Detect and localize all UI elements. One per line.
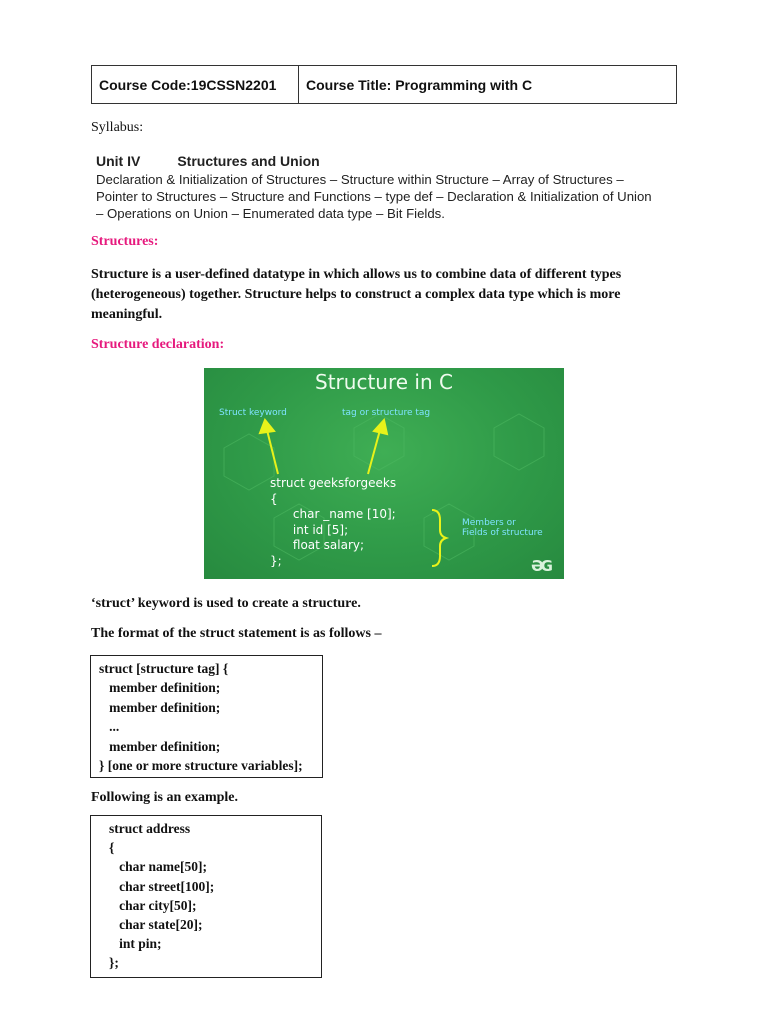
struct-keyword-arrowhead bbox=[260, 420, 274, 433]
unit-line: Pointer to Structures – Structure and Functions – type def – Declaration & Initialization of Union bbox=[96, 189, 652, 204]
code-line: char street[100]; bbox=[109, 878, 215, 894]
struct-keyword-label: Struct keyword bbox=[219, 408, 287, 418]
arrows bbox=[260, 420, 387, 474]
intro-paragraph bbox=[91, 265, 651, 325]
figure-title: Structure in C bbox=[315, 370, 453, 394]
gfg-logo: ƏG bbox=[530, 557, 550, 575]
structure-in-c-figure bbox=[204, 368, 564, 579]
members-label-line: Members or bbox=[462, 518, 516, 528]
struct-keyword-text: ‘struct’ keyword is used to create a structure. bbox=[91, 596, 361, 611]
code-line: int pin; bbox=[109, 936, 162, 952]
code-line: struct [structure tag] { bbox=[99, 661, 229, 676]
unit-description bbox=[96, 153, 686, 222]
course-title: Course Title: Programming with C bbox=[306, 76, 533, 93]
unit-title: Structures and Union bbox=[177, 153, 320, 169]
figure-code: struct geeksforgeeks { char _name [10]; int id [5]; float salary; }; bbox=[270, 476, 397, 568]
unit-line: Declaration & Initialization of Structures – Structure within Structure – Array of Structures – bbox=[96, 172, 624, 187]
intro-line: (heterogeneous) together. Structure helps to construct a complex data type which is more bbox=[91, 287, 621, 302]
declaration-heading: Structure declaration: bbox=[91, 337, 225, 352]
code-line: member definition; bbox=[99, 680, 221, 696]
tag-arrowhead bbox=[374, 420, 387, 434]
following-example-text: Following is an example. bbox=[91, 790, 239, 805]
members-label bbox=[462, 518, 543, 538]
syllabus-label: Syllabus: bbox=[91, 120, 144, 135]
intro-line: meaningful. bbox=[91, 307, 163, 322]
code-line: { bbox=[109, 840, 115, 856]
code-line: ... bbox=[99, 719, 120, 735]
course-header-table bbox=[91, 65, 677, 104]
code-line: char city[50]; bbox=[109, 897, 197, 913]
members-label-line: Fields of structure bbox=[462, 528, 543, 538]
format-code-box bbox=[90, 655, 323, 778]
code-line: char name[50]; bbox=[109, 859, 207, 875]
unit-heading bbox=[96, 153, 686, 170]
unit-line: – Operations on Union – Enumerated data type – Bit Fields. bbox=[96, 206, 445, 221]
code-line: } [one or more structure variables]; bbox=[99, 758, 303, 774]
course-code: Course Code:19CSSN2201 bbox=[92, 66, 299, 103]
intro-line: Structure is a user-defined datatype in which allows us to combine data of different types bbox=[91, 267, 622, 282]
code-line: member definition; bbox=[99, 738, 221, 754]
code-line: char state[20]; bbox=[109, 917, 203, 933]
struct-keyword-arrow bbox=[267, 430, 278, 474]
code-line: }; bbox=[109, 955, 119, 971]
format-text: The format of the struct statement is as follows – bbox=[91, 626, 382, 641]
structures-heading: Structures: bbox=[91, 234, 159, 249]
example-code-box bbox=[90, 815, 322, 978]
unit-number: Unit IV bbox=[96, 153, 141, 169]
code-line: struct address bbox=[109, 821, 191, 836]
code-line: member definition; bbox=[99, 699, 221, 715]
structure-tag-label: tag or structure tag bbox=[342, 408, 431, 418]
